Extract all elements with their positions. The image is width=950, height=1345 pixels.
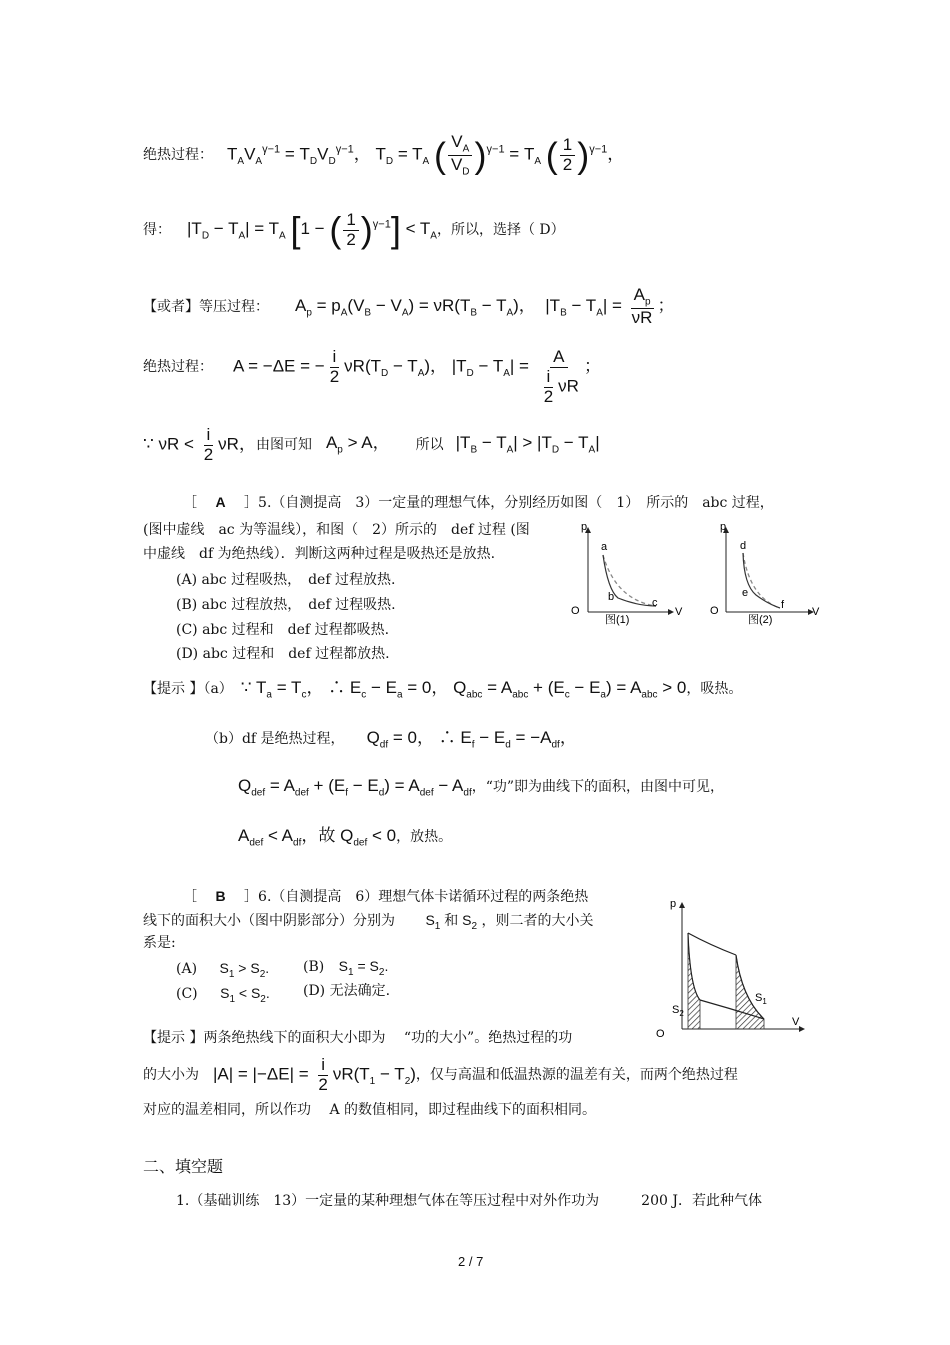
fig1-point-c: c	[652, 597, 658, 609]
q5-hint-b1	[205, 728, 577, 751]
q5-hint-b-equation3: $A_{def} < A_{df}$，故 $Q_{def} < 0$	[238, 826, 397, 849]
q5-stem-line1	[183, 494, 774, 512]
fig2-point-d: d	[740, 540, 747, 552]
text-from-figure: 由图可知	[255, 436, 312, 453]
q5-bracket: ［	[183, 495, 197, 511]
carnot-area-s2	[688, 933, 700, 1029]
carnot-label-o: O	[656, 1028, 665, 1040]
equation-ap-gt-a: $A_p > A$，	[325, 433, 390, 456]
q6-option-c-label: (C)	[176, 986, 198, 1002]
result-line	[143, 200, 565, 260]
fig1-point-b: b	[608, 591, 615, 603]
q6-option-b-label: (B)	[303, 959, 325, 975]
q6-bracket: ［	[183, 889, 197, 905]
section2-question-1: 1.（基础训练 13）一定量的某种理想气体在等压过程中对外作功为 200 J．若此种气体	[176, 1193, 762, 1209]
q6-stem-line3: 系是:	[143, 935, 176, 951]
label-adiabatic-2: 绝热过程：	[143, 359, 213, 376]
equation-because: ∵ νR < $\frac{i}{2}$ νR，	[143, 424, 256, 464]
equation-compare: $|T_B - T_A| > |T_D - T_A|$	[455, 433, 600, 456]
q5-hint-b2	[238, 776, 724, 799]
fig1-label-o: O	[571, 605, 580, 617]
fig2-point-f: f	[781, 599, 785, 611]
label-result: 得：	[143, 221, 171, 238]
fig1-label-v: V	[675, 606, 683, 618]
q5-hint-b3	[238, 826, 452, 849]
isobaric-line	[143, 282, 674, 332]
carnot-label-p: p	[670, 898, 677, 910]
q6-option-c-expr: $S_1 < S_2$.	[220, 985, 270, 1005]
q5-option-a: (A) abc 过程吸热， def 过程放热.	[176, 572, 396, 588]
carnot-label-s2: $S_2$	[672, 1004, 684, 1018]
equation-result: $|T_D - T_A| = T_A$ [1 − ( $\frac{1}{2}$ )$^{\gamma-1}] < T_A$	[187, 209, 437, 251]
q5-hint-b2-text: ，“功”即为曲线下的面积，由图中可见，	[471, 779, 725, 796]
choice-text: ，所以，选择（ D）	[436, 221, 565, 238]
q5-hint-a-equation: ∵ $T_a = T_c$， ∴ $E_c - E_a = 0$， $Q_{abc} = A_{abc} + (E_c - E_a) = A_{abc} > 0$	[240, 678, 687, 701]
fig2-caption: 图(2)	[748, 614, 773, 626]
q5-hint-b3-text: ，放热。	[396, 829, 453, 846]
q5-option-b: (B) abc 过程放热， def 过程吸热.	[176, 597, 396, 613]
fig2-process-def	[743, 553, 780, 608]
q5-hint-b-equation1: $Q_{df} = 0$， ∴ $E_f - E_d = -A_{df}$，	[366, 728, 577, 751]
q5-hint-a-end: ，吸热。	[686, 681, 743, 698]
carnot-label-s1: $S_1$	[755, 992, 767, 1006]
q6-stem-text2b: ，则二者的大小关	[481, 913, 594, 929]
q6-option-a-expr: $S_1 > S_2$.	[219, 960, 270, 980]
q6-stem-text1: ］6.（自测提高 6）理想气体卡诺循环过程的两条绝热	[244, 889, 589, 905]
q6-option-d: (D) 无法确定.	[303, 983, 391, 999]
adiabatic-line-1	[143, 125, 624, 185]
q6-hint-text2a: 的大小为	[143, 1066, 199, 1083]
carnot-isotherm-high	[688, 933, 736, 955]
label-isobaric: 【或者】等压过程：	[143, 298, 269, 315]
fig2-label-p: p	[720, 521, 727, 533]
equation-adiabatic: $T_AV_A^{\gamma-1} = T_DV_D^{\gamma-1}$， $T_D = T_A$ ( $\frac{V_A}{V_D}$ )$^{\gamma-1} = T_A$ ( $\frac{1}{2}$ )$^{\gamma-1}$，	[227, 132, 625, 177]
q5-stem-line3: 中虚线 df 为绝热线）．判断这两种过程是吸热还是放热.	[143, 546, 496, 562]
q6-option-a-label: (A)	[176, 961, 198, 977]
page-number: 2 / 7	[458, 1254, 484, 1269]
adiabatic-line-2	[143, 340, 601, 415]
fig1-caption: 图(1)	[605, 614, 630, 626]
fig2-label-v: V	[812, 606, 820, 618]
q5-hint-b-label: （b）df 是绝热过程，	[205, 731, 345, 748]
q5-hint-b-equation2: $Q_{def} = A_{def} + (E_f - E_d) = A_{def} - A_{df}$	[238, 776, 472, 799]
q5-option-c: (C) abc 过程和 def 过程都吸热.	[176, 622, 390, 638]
section-title-fill-in: 二、填空题	[143, 1157, 224, 1176]
q6-hint-text2b: ，仅与高温和低温热源的温差有关，而两个绝热过程	[415, 1066, 738, 1083]
figure-1-pv-diagram	[568, 520, 688, 628]
q5-stem-text1: ］5.（自测提高 3）一定量的理想气体，分别经历如图（ 1） 所示的 abc 过程，	[244, 495, 774, 511]
equation-isobaric: $A_p = p_A(V_B - V_A) = \nu R(T_B - T_A)$， $|T_B - T_A|$ = $\frac{A_p}{\nu R}$ ；	[295, 285, 675, 327]
fig2-adiabat	[743, 553, 780, 608]
equation-adiabatic-2: A = −ΔE = − $\frac{i}{2}$ $\nu R(T_D - T_A)$， $|T_D - T_A|$ = A $\frac{i}{2}$ νR ；	[233, 347, 601, 406]
text-therefore: 所以	[415, 436, 444, 453]
fig2-label-o: O	[710, 605, 719, 617]
q6-hint-line2	[143, 1055, 738, 1095]
q6-stem-text2: 线下的面积大小（图中阴影部分）分别为	[143, 913, 395, 929]
q6-s1-s2: $S_1$ 和 $S_2$	[425, 912, 478, 932]
fig1-point-a: a	[601, 541, 608, 553]
because-line	[143, 420, 600, 470]
q6-hint-line3: 对应的温差相同，所以作功 A 的数值相同，即过程曲线下的面积相同。	[143, 1102, 597, 1118]
q6-stem-line1	[183, 888, 588, 906]
q6-stem-line2	[143, 912, 594, 933]
q5-answer: A	[215, 494, 226, 510]
q6-option-c	[176, 985, 270, 1006]
q5-hint-a	[143, 678, 742, 701]
q6-option-a	[176, 960, 269, 981]
q6-option-b	[303, 958, 388, 979]
q6-hint-equation: |A| = |−ΔE| = $\frac{i}{2}$ $\nu R(T_1 - T_2)$	[213, 1054, 416, 1094]
q6-option-b-expr: $S_1 = S_2$.	[338, 958, 389, 978]
figure-carnot-cycle	[652, 893, 812, 1043]
q6-hint-line1: 【提示 】两条绝热线下的面积大小即为 “功的大小”。绝热过程的功	[143, 1030, 573, 1046]
figure-2-pv-diagram	[708, 520, 826, 628]
fig1-label-p: p	[581, 521, 588, 533]
carnot-label-v: V	[792, 1016, 800, 1028]
q5-hint-label: 【提示 】（a）	[143, 681, 233, 698]
q5-stem-line2: (图中虚线 ac 为等温线），和图（ 2）所示的 def 过程 (图	[143, 522, 530, 538]
fig2-point-e: e	[742, 587, 749, 599]
q5-option-d: (D) abc 过程和 def 过程都放热.	[176, 646, 390, 662]
q6-answer: B	[215, 888, 226, 904]
label-adiabatic: 绝热过程：	[143, 146, 213, 163]
